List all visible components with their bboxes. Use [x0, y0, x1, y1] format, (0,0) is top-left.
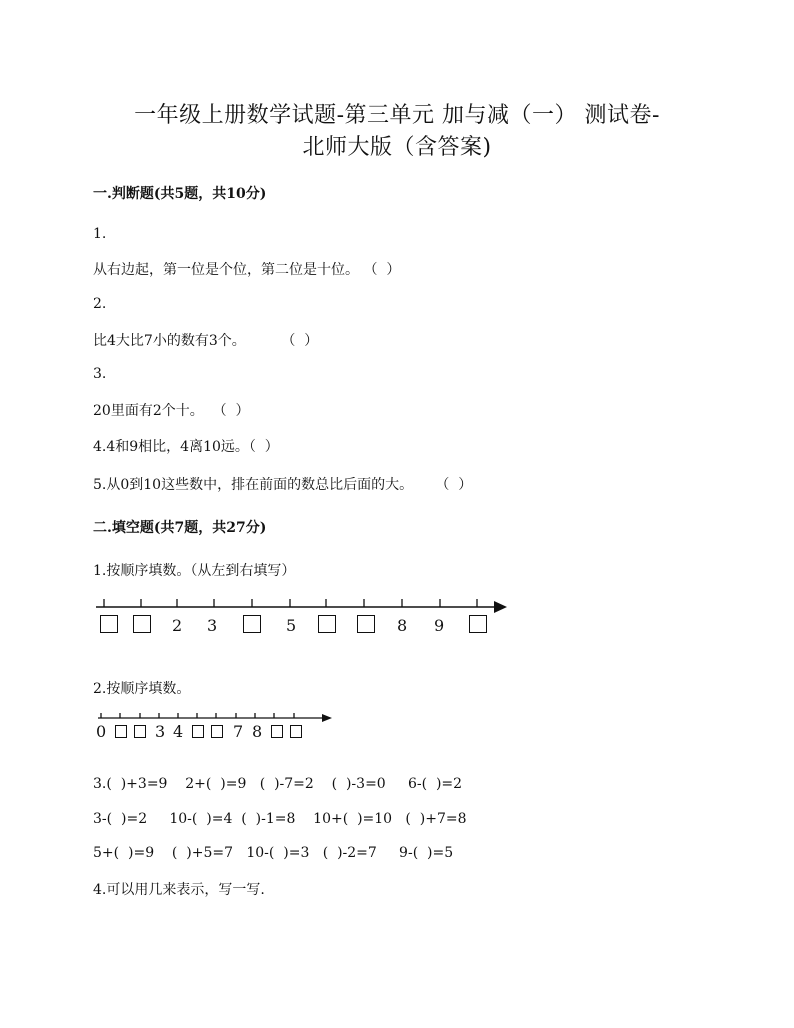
fill-q3-row-2: 3-( )=2 10-( )=4 ( )-1=8 10+( )=10 ( )+7=8	[93, 811, 467, 827]
section-2-heading: 二.填空题(共7题，共27分)	[93, 520, 267, 536]
fill-q2-prompt: 2.按顺序填数。	[93, 681, 191, 697]
answer-box-1[interactable]	[100, 615, 118, 633]
fill-q3-row-1: 3.( )+3=9 2+( )=9 ( )-7=2 ( )-3=0 6-( )=2	[93, 776, 463, 792]
answer-box-q2-2[interactable]	[134, 725, 146, 738]
number-label-3: 3	[207, 616, 218, 635]
number-label-8: 8	[397, 616, 408, 635]
number-label-2: 2	[172, 616, 183, 635]
number-label-8b: 8	[252, 722, 263, 741]
number-line-1-arrow	[494, 601, 507, 613]
question-3-text: 20里面有2个十。 （ ）	[93, 403, 250, 419]
number-label-4: 4	[173, 722, 184, 741]
number-label-3b: 3	[155, 722, 166, 741]
section-1-heading: 一.判断题(共5题，共10分)	[93, 186, 267, 202]
number-line-2-arrow	[322, 714, 332, 722]
answer-box-5[interactable]	[357, 615, 375, 633]
answer-box-3[interactable]	[243, 615, 261, 633]
number-label-5: 5	[286, 616, 297, 635]
fill-q4-prompt: 4.可以用几来表示，写一写.	[93, 882, 265, 898]
answer-box-q2-6[interactable]	[290, 725, 302, 738]
question-1-text: 从右边起，第一位是个位，第二位是十位。 （ ）	[93, 262, 401, 278]
answer-box-q2-1[interactable]	[115, 725, 127, 738]
answer-box-4[interactable]	[318, 615, 336, 633]
number-label-0: 0	[96, 722, 107, 741]
question-4-text: 4.4和9相比，4离10远。（ ）	[93, 439, 279, 455]
answer-box-q2-5[interactable]	[271, 725, 283, 738]
question-2-text: 比4大比7小的数有3个。 （ ）	[93, 333, 319, 349]
fill-q3-row-3: 5+( )=9 ( )+5=7 10-( )=3 ( )-2=7 9-( )=5	[93, 845, 454, 861]
question-3-number: 3.	[93, 366, 107, 382]
answer-box-q2-4[interactable]	[211, 725, 223, 738]
answer-box-6[interactable]	[469, 615, 487, 633]
question-2-number: 2.	[93, 296, 107, 312]
title-line-2: 北师大版（含答案)	[302, 135, 492, 160]
number-label-7: 7	[233, 722, 244, 741]
number-line-1-ticks	[104, 599, 477, 607]
number-label-9: 9	[434, 616, 445, 635]
answer-box-q2-3[interactable]	[192, 725, 204, 738]
title-line-1: 一年级上册数学试题-第三单元 加与减（一） 测试卷-	[134, 103, 660, 128]
question-1-number: 1.	[93, 226, 107, 242]
fill-q1-prompt: 1.按顺序填数。（从左到右填写）	[93, 563, 296, 579]
question-5-text: 5.从0到10这些数中，排在前面的数总比后面的大。 （ ）	[93, 477, 473, 493]
number-line-2-ticks	[101, 713, 294, 718]
answer-box-2[interactable]	[133, 615, 151, 633]
